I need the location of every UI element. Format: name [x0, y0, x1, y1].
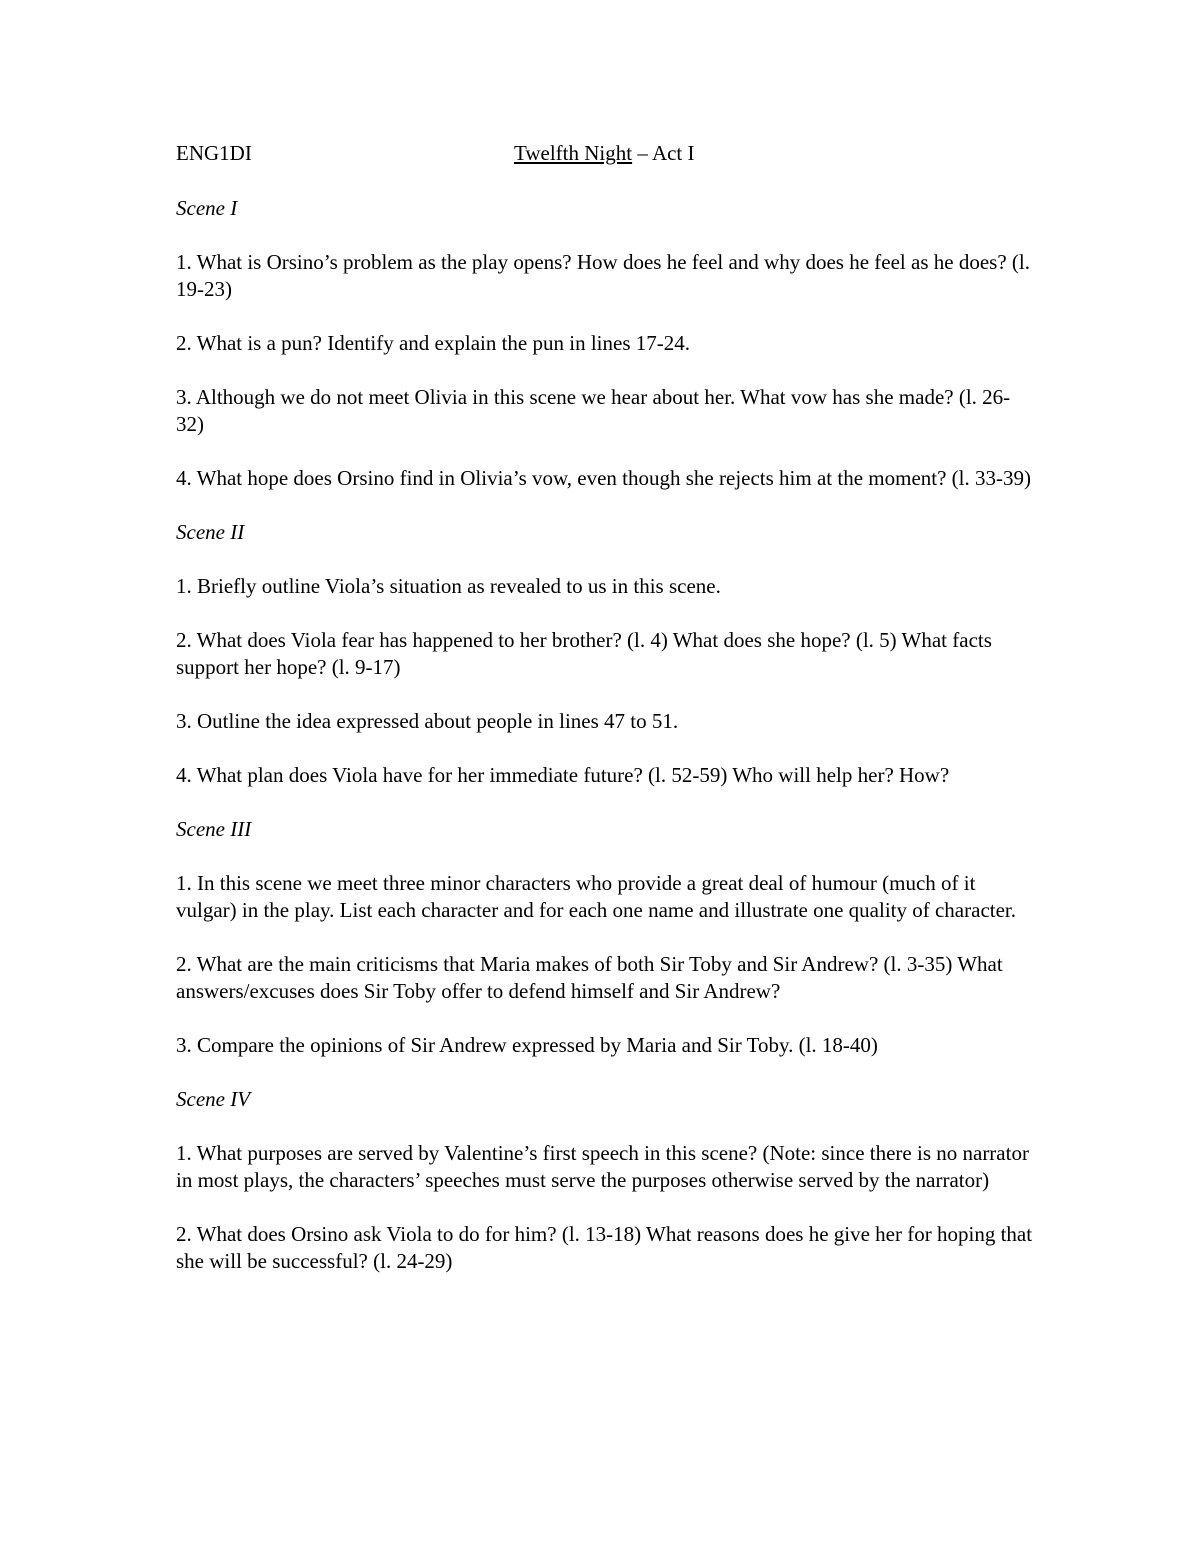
- question: 1. Briefly outline Viola’s situation as revealed to us in this scene.: [176, 574, 721, 598]
- question: 1. What purposes are served by Valentine’s first speech in this scene? (Note: since there is no narrator in most plays, the characters’ speeches must serve the purposes otherwise served by the narrator): [176, 1141, 1029, 1192]
- question: 3. Outline the idea expressed about people in lines 47 to 51.: [176, 709, 679, 733]
- document-title: [514, 140, 695, 167]
- scene-heading: Scene II: [176, 520, 245, 544]
- document-page: [176, 140, 1036, 1302]
- question: 3. Although we do not meet Olivia in this scene we hear about her. What vow has she made? (l. 26-32): [176, 385, 1011, 436]
- scene-section: [176, 519, 1036, 789]
- scene-section: [176, 1086, 1036, 1275]
- question: 2. What does Viola fear has happened to her brother? (l. 4) What does she hope? (l. 5) What facts support her hope? (l. 9-17): [176, 628, 992, 679]
- document-header: [176, 140, 1036, 170]
- scene-section: [176, 195, 1036, 492]
- question: 4. What plan does Viola have for her immediate future? (l. 52-59) Who will help her? How?: [176, 763, 950, 787]
- question: 1. What is Orsino’s problem as the play opens? How does he feel and why does he feel as he does? (l. 19-23): [176, 250, 1030, 301]
- play-title: Twelfth Night: [514, 141, 633, 165]
- course-code: ENG1DI: [176, 141, 252, 165]
- question: 1. In this scene we meet three minor characters who provide a great deal of humour (much of it vulgar) in the play. List each character and for each one name and illustrate one quality of character.: [176, 871, 1016, 922]
- scene-section: [176, 816, 1036, 1059]
- title-suffix: – Act I: [632, 141, 695, 165]
- scene-heading: Scene I: [176, 196, 238, 220]
- question: 3. Compare the opinions of Sir Andrew expressed by Maria and Sir Toby. (l. 18-40): [176, 1033, 878, 1057]
- question: 2. What are the main criticisms that Maria makes of both Sir Toby and Sir Andrew? (l. 3-35) What answers/excuses does Sir Toby offer to defend himself and Sir Andrew?: [176, 952, 1003, 1003]
- question: 2. What does Orsino ask Viola to do for him? (l. 13-18) What reasons does he give her for hoping that she will be successful? (l. 24-29): [176, 1222, 1033, 1273]
- scene-heading: Scene IV: [176, 1087, 251, 1111]
- scene-heading: Scene III: [176, 817, 252, 841]
- question: 2. What is a pun? Identify and explain the pun in lines 17-24.: [176, 331, 690, 355]
- question: 4. What hope does Orsino find in Olivia’s vow, even though she rejects him at the moment? (l. 33-39): [176, 466, 1031, 490]
